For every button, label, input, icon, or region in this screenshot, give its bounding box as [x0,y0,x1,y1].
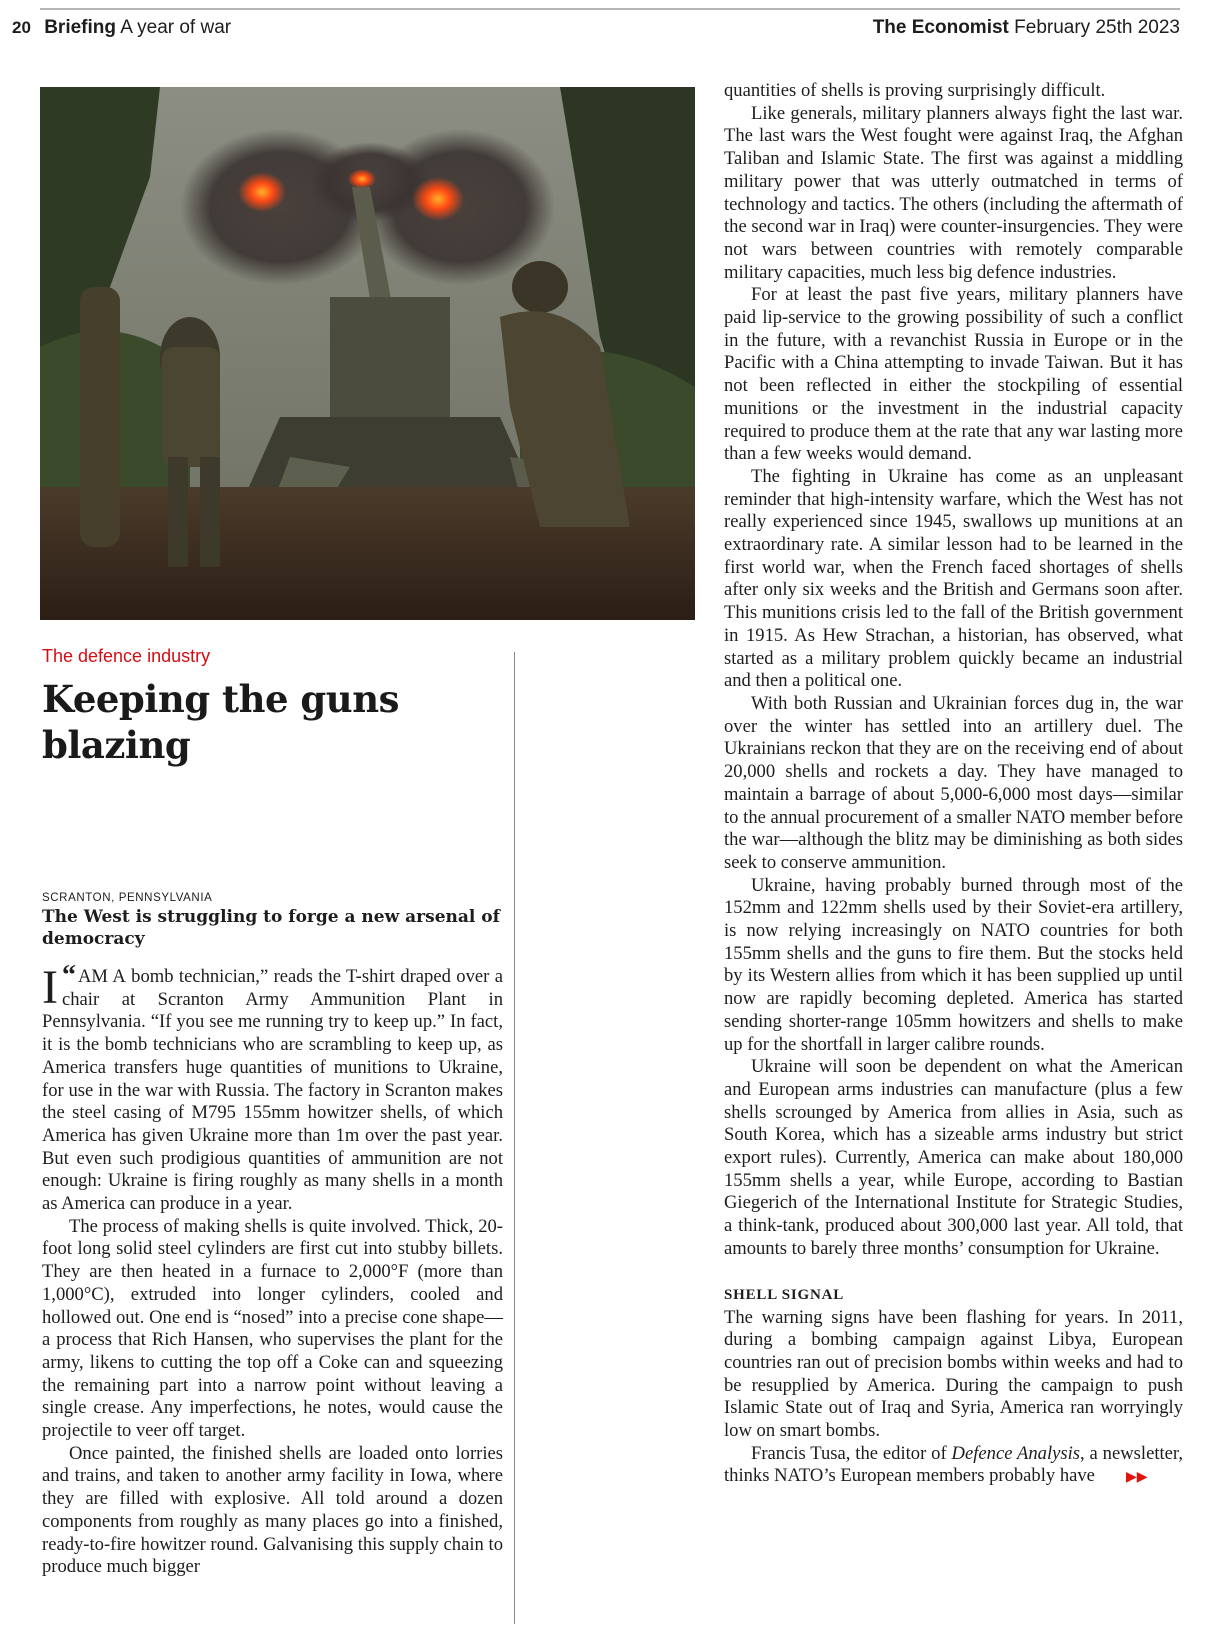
body-column-left [42,960,503,1579]
body-paragraph: Ukraine, having probably burned through most of the 152mm and 122mm shells used by their Soviet-era artillery, is now relying increasingly on NATO countries for both 155mm shells and the guns to fire them. But the stocks held by its Western allies from which it has been supplied up until now are rapidly becoming depleted. America has started sending shorter-range 105mm howitzers and shells to make up for the shortfall in larger calibre rounds. [724,874,1183,1055]
body-paragraph-continued: quantities of shells is proving surprisingly difficult. [724,80,1106,101]
paragraph-text: Francis Tusa, the editor of [751,1442,952,1464]
body-paragraph: The warning signs have been flashing for years. In 2011, during a bombing campaign against Libya, European countries ran out of precision bombs within weeks and had to be resupplied by America. During the campaign to push Islamic State out of Iraq and Syria, America ran worryingly low on smart bombs. [724,1306,1183,1442]
publication-title: Defence Analysis [951,1442,1081,1464]
page-number: 20 [12,18,31,37]
running-head-left [12,17,231,39]
running-head-right [873,17,1180,39]
body-paragraph: Once painted, the finished shells are loaded onto lorries and trains, and taken to another army facility in Iowa, where they are filled with explosive. All told around a dozen components from roughly as many places go into a finished, ready-to-fire howitzer round. Galvanising this supply chain to produce much bigger [42,1442,503,1578]
open-quote-mark: “ [61,960,76,991]
standfirst: The West is struggling to forge a new arsenal of democracy [42,907,500,949]
body-paragraph: The process of making shells is quite involved. Thick, 20-foot long solid steel cylinders are first cut into stubby billets. They are then heated in a furnace to 2,000°F (more than 1,000°C), extruded into longer cylinders, cooled and hollowed out. One end is “nosed” into a precise cone shape—a process that Rich Hansen, who supervises the plant for the army, likens to cutting the top off a Coke can and squeezing the remaining part into a narrow point without leaving a single crease. Any imperfections, he notes, would cause the projectile to veer off target. [42,1215,503,1442]
body-paragraph: Like generals, military planners always fight the last war. The last wars the West fought were against Iraq, the Afghan Taliban and Islamic State. The first was against a middling military power that was utterly outmatched in terms of technology and tactics. The others (including the aftermath of the second war in Iraq) were counter-insurgencies. They were not wars between countries with remotely comparable military capacities, much less big defence industries. [724,102,1183,283]
running-head [12,14,1180,42]
body-paragraph: Ukraine will soon be dependent on what the American and European arms industries can manufacture (plus a few shells scrounged by America from allies in Asia, such as South Korea, which has a sizeable arms industry but strict export rules). Currently, America can make about 180,000 155mm shells a year, while Europe, according to Bastian Giegerich of the International Institute for Strategic Studies, a think-tank, produced about 300,000 last year. All told, that amounts to barely three months’ consumption for Ukraine. [724,1056,1183,1259]
section-name: Briefing [44,17,116,38]
column-rule [514,652,515,1624]
section-subhead: SHELL SIGNAL [724,1286,845,1303]
top-rule [40,8,1180,10]
paragraph-text: bomb technician,” reads the T-shirt draped over a chair at Scranton Army Ammunition Plant in Pennsylvania. “If you see me running try to keep up.” In fact, it is the bomb technicians who are scrambling to keep up, as America transfers huge quantities of munitions to Ukraine, for use in the war with Russia. The factory in Scranton makes the steel casing of M795 155mm howitzer shells, of which America has given Ukraine more than 1m over the past year. But even such prodigious quantities of ammunition are not enough: Ukraine is firing roughly as many shells in a month as America can produce in a year. [42,966,503,1215]
artillery-photo [40,87,695,620]
body-column-right [724,80,1183,1489]
section-title: A year of war [120,17,232,38]
article-rubric: The defence industry [42,646,211,666]
body-paragraph [42,960,503,1216]
paragraph-text: , a newsletter, thinks NATO’s European members probably have [724,1442,1183,1487]
dateline: SCRANTON, PENNSYLVANIA [42,892,213,904]
body-paragraph [724,1443,1183,1489]
article-headline: Keeping the guns blazing [42,677,399,767]
continue-arrow-icon: ▶▶ [1125,1469,1148,1486]
body-paragraph: For at least the past five years, military planners have paid lip-service to the growing possibility of such a conflict in the future, with a revanchist Russia in Europe or in the Pacific with a China attempting to invade Taiwan. But it has not been reflected in either the stockpiling of essential munitions or the investment in the industrial capacity required to produce them at the rate that any war lasting more than a few weeks would demand. [724,284,1183,465]
body-paragraph: The fighting in Ukraine has come as an unpleasant reminder that high-intensity warfare, which the West has not really experienced since 1945, swallows up munitions at an extraordinary rate. A similar lesson had to be learned in the first world war, when the French faced shortages of shells after only six weeks and the British and Germans soon after. This munitions crisis led to the fall of the British government in 1915. As Hew Strachan, a historian, has observed, what started as a military problem quickly became an industrial and then a political one. [724,465,1183,692]
body-paragraph: With both Russian and Ukrainian forces dug in, the war over the winter has settled into an artillery duel. The Ukrainians reckon that they are on the receiving end of about 20,000 shells and rockets a day. They have managed to maintain a barrage of about 5,000-6,000 most days—similar to the annual procurement of a smaller NATO member before the war—although the blitz may be diminishing as both sides seek to conserve ammunition. [724,692,1183,873]
publication-name: The Economist [872,17,1009,38]
issue-date: February 25th 2023 [1014,17,1180,38]
drop-cap: I [42,961,58,1014]
lead-in-caps: AM A [77,966,126,987]
